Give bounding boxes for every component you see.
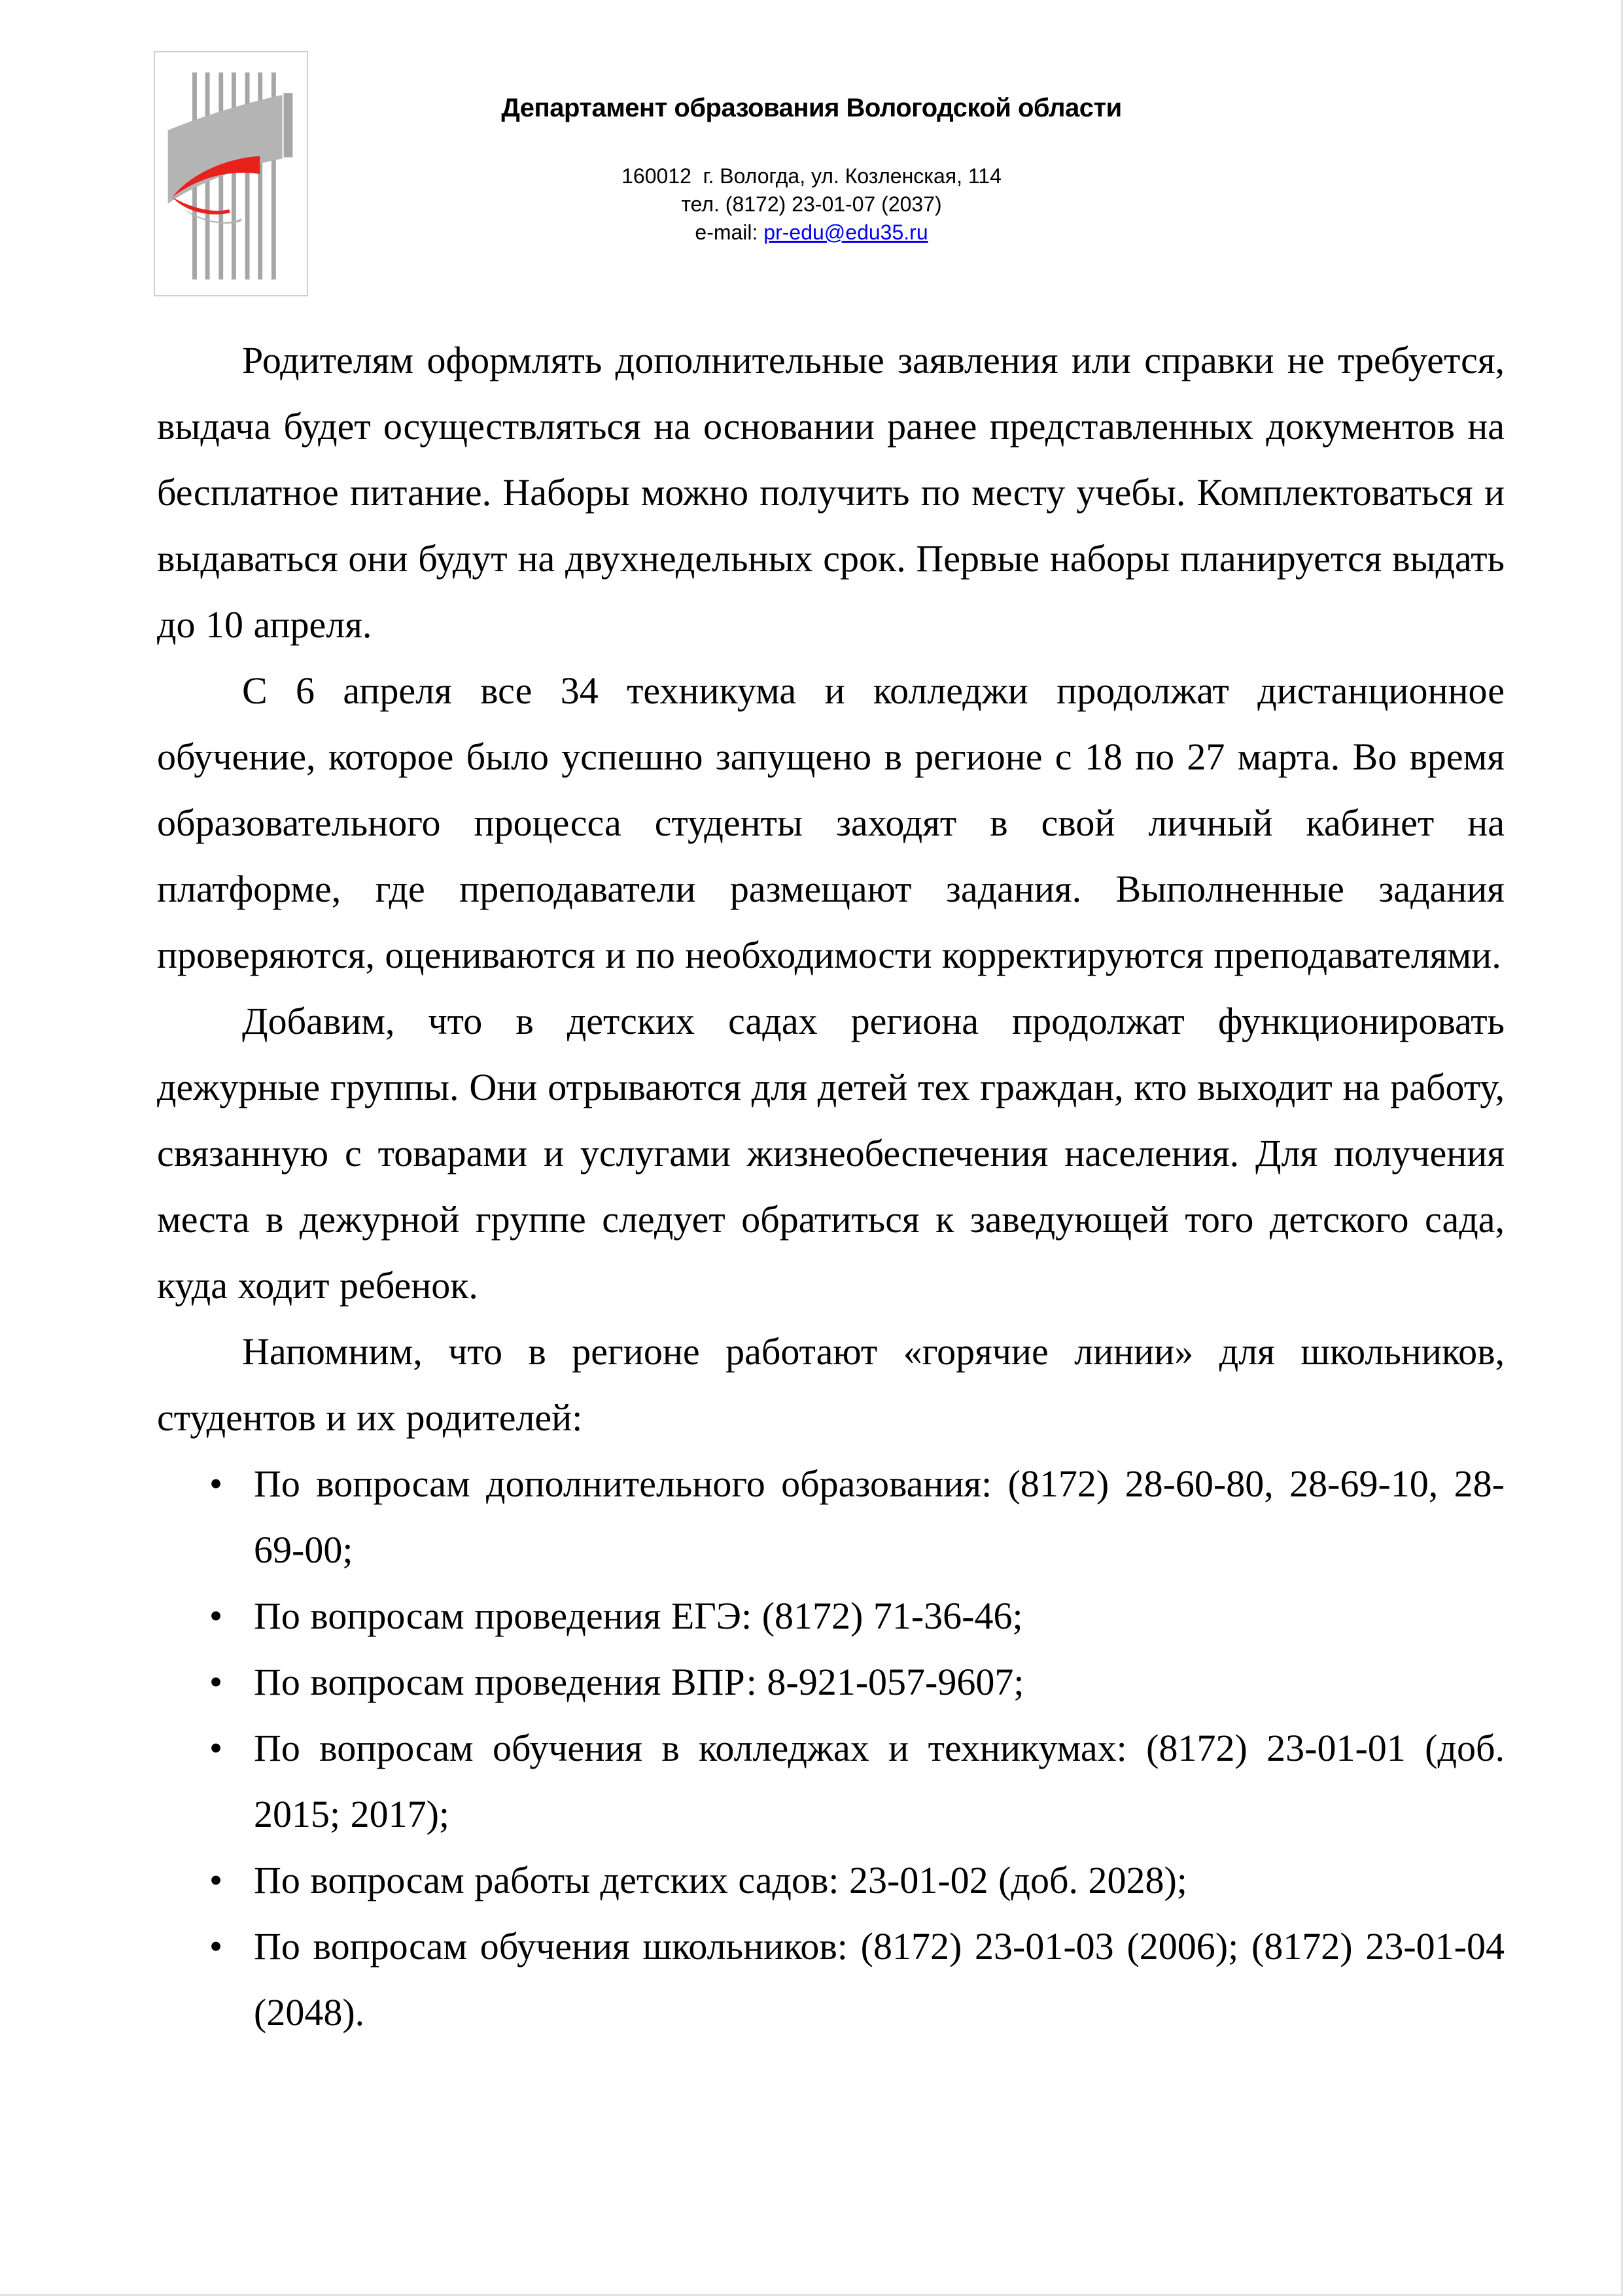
- email-link[interactable]: pr-edu@edu35.ru: [763, 221, 928, 244]
- list-item: [157, 1715, 1505, 1847]
- list-item: [157, 1649, 1505, 1715]
- list-item: [157, 1913, 1505, 2045]
- contact-block: [0, 162, 1623, 247]
- bullet-icon: •: [209, 1727, 223, 1769]
- bullet-icon: •: [209, 1925, 223, 1968]
- list-item-text: По вопросам проведения ВПР: 8-921-057-9607;: [254, 1661, 1024, 1703]
- list-item-text: По вопросам обучения в колледжах и техникумах: (8172) 23-01-01 (доб. 2015; 2017);: [254, 1727, 1505, 1835]
- bullet-icon: •: [209, 1462, 223, 1505]
- organization-title: Департамент образования Вологодской области: [501, 94, 1122, 122]
- paragraph: Добавим, что в детских садах региона продолжат функционировать дежурные группы. Они отрываются для детей тех граждан, кто выходит на работу, связанную с товарами и услугами жизнеобеспечения населения. Для получения места в дежурной группе следует обратиться к заведующей того детского сада, куда ходит ребенок.: [157, 1000, 1505, 1307]
- list-item: [157, 1451, 1505, 1583]
- hotline-list: [157, 1451, 1505, 2045]
- list-item-text: По вопросам обучения школьников: (8172) 23-01-03 (2006); (8172) 23-01-04 (2048).: [254, 1925, 1505, 2034]
- list-item: [157, 1583, 1505, 1649]
- document-body: [157, 327, 1505, 2045]
- paragraph: С 6 апреля все 34 техникума и колледжи продолжат дистанционное обучение, которое было успешно запущено в регионе с 18 по 27 марта. Во время образовательного процесса студенты заходят в свой личный кабинет на платформе, где преподаватели размещают задания. Выполненные задания проверяются, оцениваются и по необходимости корректируются преподавателями.: [157, 669, 1505, 976]
- paragraph: Родителям оформлять дополнительные заявления или справки не требуется, выдача будет осуществляться на основании ранее представленных документов на бесплатное питание. Наборы можно получить по месту учебы. Комплектоваться и выдаваться они будут на двухнедельных срок. Первые наборы планируется выдать до 10 апреля.: [157, 339, 1505, 646]
- letterhead-text: [0, 92, 1623, 247]
- bullet-icon: •: [209, 1595, 223, 1637]
- bullet-icon: •: [209, 1661, 223, 1703]
- paragraph: Напомним, что в регионе работают «горячие линии» для школьников, студентов и их родителей:: [157, 1330, 1505, 1439]
- list-item-text: По вопросам дополнительного образования: (8172) 28-60-80, 28-69-10, 28-69-00;: [254, 1462, 1505, 1571]
- list-item: [157, 1847, 1505, 1913]
- email-label: e-mail:: [695, 221, 764, 244]
- postal-address: 160012 г. Вологда, ул. Козленская, 114: [621, 164, 1002, 188]
- email-line: [0, 219, 1623, 247]
- list-item-text: По вопросам работы детских садов: 23-01-02 (доб. 2028);: [254, 1859, 1187, 1901]
- bullet-icon: •: [209, 1859, 223, 1901]
- phone-number: тел. (8172) 23-01-07 (2037): [681, 192, 942, 216]
- list-item-text: По вопросам проведения ЕГЭ: (8172) 71-36-46;: [254, 1595, 1023, 1637]
